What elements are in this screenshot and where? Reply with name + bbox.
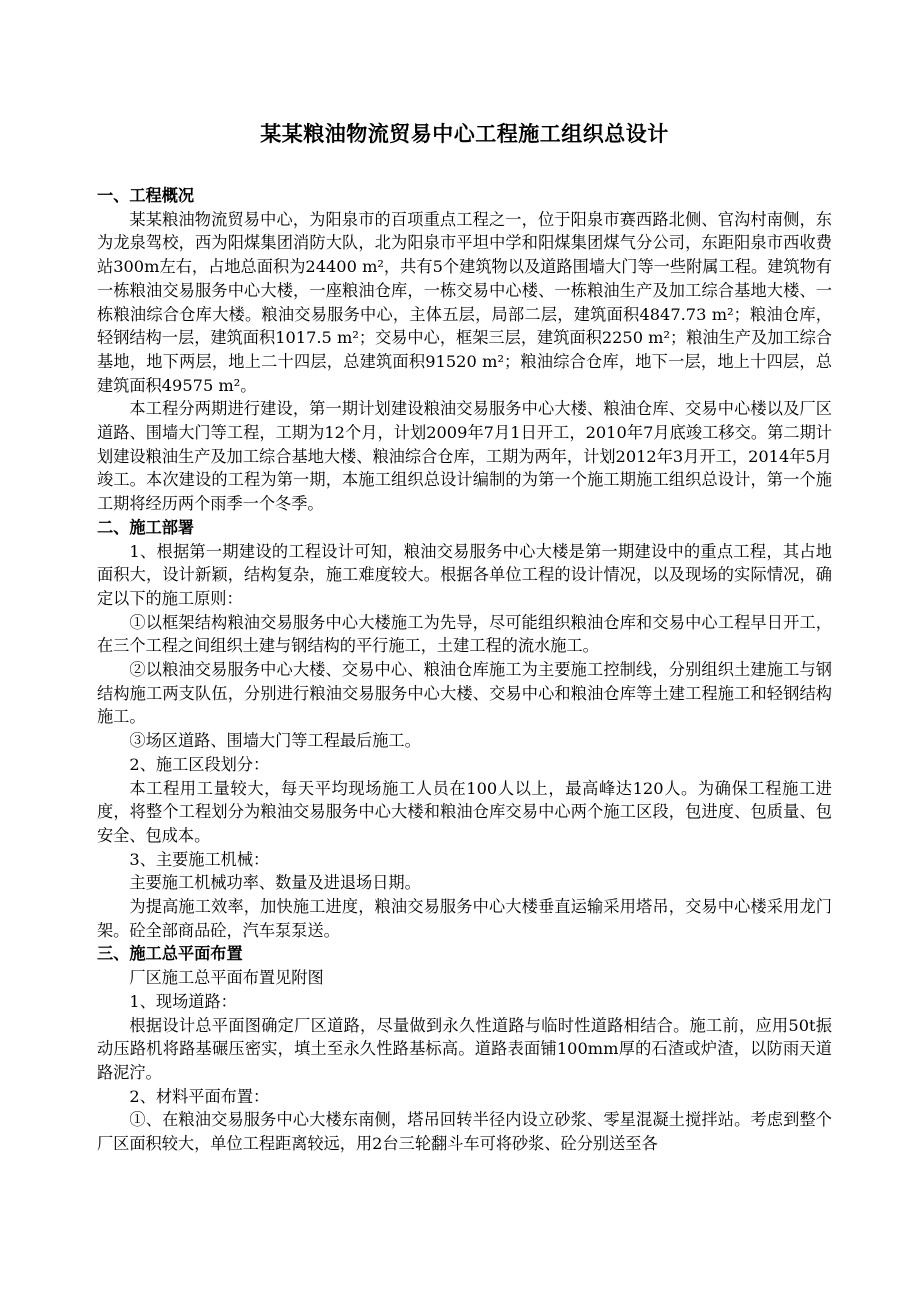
document-body	[97, 184, 832, 1156]
layout-paragraph-3: 根据设计总平面图确定厂区道路，尽量做到永久性道路与临时性道路相结合。施工前，应用50t振动压路机将路基碾压密实，填土至永久性路基标高。道路表面铺100mm厚的石渣或炉渣，以防雨天道路泥泞。	[97, 1015, 832, 1082]
section-heading-overview: 一、工程概况	[97, 186, 195, 205]
document-title: 某某粮油物流贸易中心工程施工组织总设计	[260, 122, 669, 146]
overview-paragraph-1: 某某粮油物流贸易中心，为阳泉市的百项重点工程之一，位于阳泉市赛西路北侧、官沟村南侧，东为龙泉驾校，西为阳煤集团消防大队，北为阳泉市平坦中学和阳煤集团煤气分公司，东距阳泉市西收费站300m左右，占地总面积为24400 m²，共有5个建筑物以及道路围墙大门等一些附属工程。建筑物有一栋粮油交易服务中心大楼，一座粮油仓库，一栋交易中心楼、一栋粮油生产及加工综合基地大楼、一栋粮油综合仓库大楼。粮油交易服务中心，主体五层，局部二层，建筑面积4847.73 m²；粮油仓库，轻钢结构一层，建筑面积1017.5 m²；交易中心，框架三层，建筑面积2250 m²；粮油生产及加工综合基地，地下两层，地上二十四层，总建筑面积91520 m²；粮油综合仓库，地下一层，地上十四层，总建筑面积49575 m²。	[97, 209, 832, 395]
deployment-paragraph-4: ③场区道路、围墙大门等工程最后施工。	[129, 731, 421, 751]
deployment-paragraph-8: 主要施工机械功率、数量及进退场日期。	[129, 873, 421, 893]
deployment-paragraph-3: ②以粮油交易服务中心大楼、交易中心、粮油仓库施工为主要施工控制线，分别组织土建施工与钢结构施工两支队伍，分别进行粮油交易服务中心大楼、交易中心和粮油仓库等土建工程施工和轻钢结构施工。	[97, 660, 832, 727]
layout-paragraph-5: ①、在粮油交易服务中心大楼东南侧，塔吊回转半径内设立砂浆、零星混凝土搅拌站。考虑到整个厂区面积较大，单位工程距离较远，用2台三轮翻斗车可将砂浆、砼分别送至各	[97, 1110, 832, 1154]
deployment-paragraph-2: ①以框架结构粮油交易服务中心大楼施工为先导，尽可能组织粮油仓库和交易中心工程早日开工，在三个工程之间组织土建与钢结构的平行施工，土建工程的流水施工。	[97, 612, 832, 656]
deployment-paragraph-1: 1、根据第一期建设的工程设计可知，粮油交易服务中心大楼是第一期建设中的重点工程，其占地面积大，设计新颖，结构复杂，施工难度较大。根据各单位工程的设计情况，以及现场的实际情况，确定以下的施工原则：	[97, 541, 832, 608]
overview-paragraph-2: 本工程分两期进行建设，第一期计划建设粮油交易服务中心大楼、粮油仓库、交易中心楼以及厂区道路、围墙大门等工程，工期为12个月，计划2009年7月1日开工，2010年7月底竣工移交。第二期计划建设粮油生产及加工综合基地大楼、粮油综合仓库，工期为两年，计划2012年3月开工，2014年5月竣工。本次建设的工程为第一期，本施工组织总设计编制的为第一个施工期施工组织总设计，第一个施工期将经历两个雨季一个冬季。	[97, 399, 832, 514]
layout-paragraph-1: 厂区施工总平面布置见附图	[129, 968, 324, 988]
deployment-paragraph-6: 本工程用工量较大，每天平均现场施工人员在100人以上，最高峰达120人。为确保工程施工进度，将整个工程划分为粮油交易服务中心大楼和粮油仓库交易中心两个施工区段，包进度、包质量、包安全、包成本。	[97, 778, 832, 845]
layout-paragraph-2: 1、现场道路：	[129, 991, 237, 1011]
deployment-paragraph-9: 为提高施工效率，加快施工进度，粮油交易服务中心大楼垂直运输采用塔吊，交易中心楼采用龙门架。砼全部商品砼，汽车泵泵送。	[97, 897, 832, 940]
section-heading-deployment: 二、施工部署	[97, 517, 195, 537]
deployment-paragraph-7: 3、主要施工机械：	[129, 849, 270, 869]
deployment-paragraph-5: 2、施工区段划分：	[129, 754, 270, 774]
layout-paragraph-4: 2、材料平面布置：	[129, 1086, 270, 1106]
section-heading-layout: 三、施工总平面布置	[97, 944, 243, 964]
